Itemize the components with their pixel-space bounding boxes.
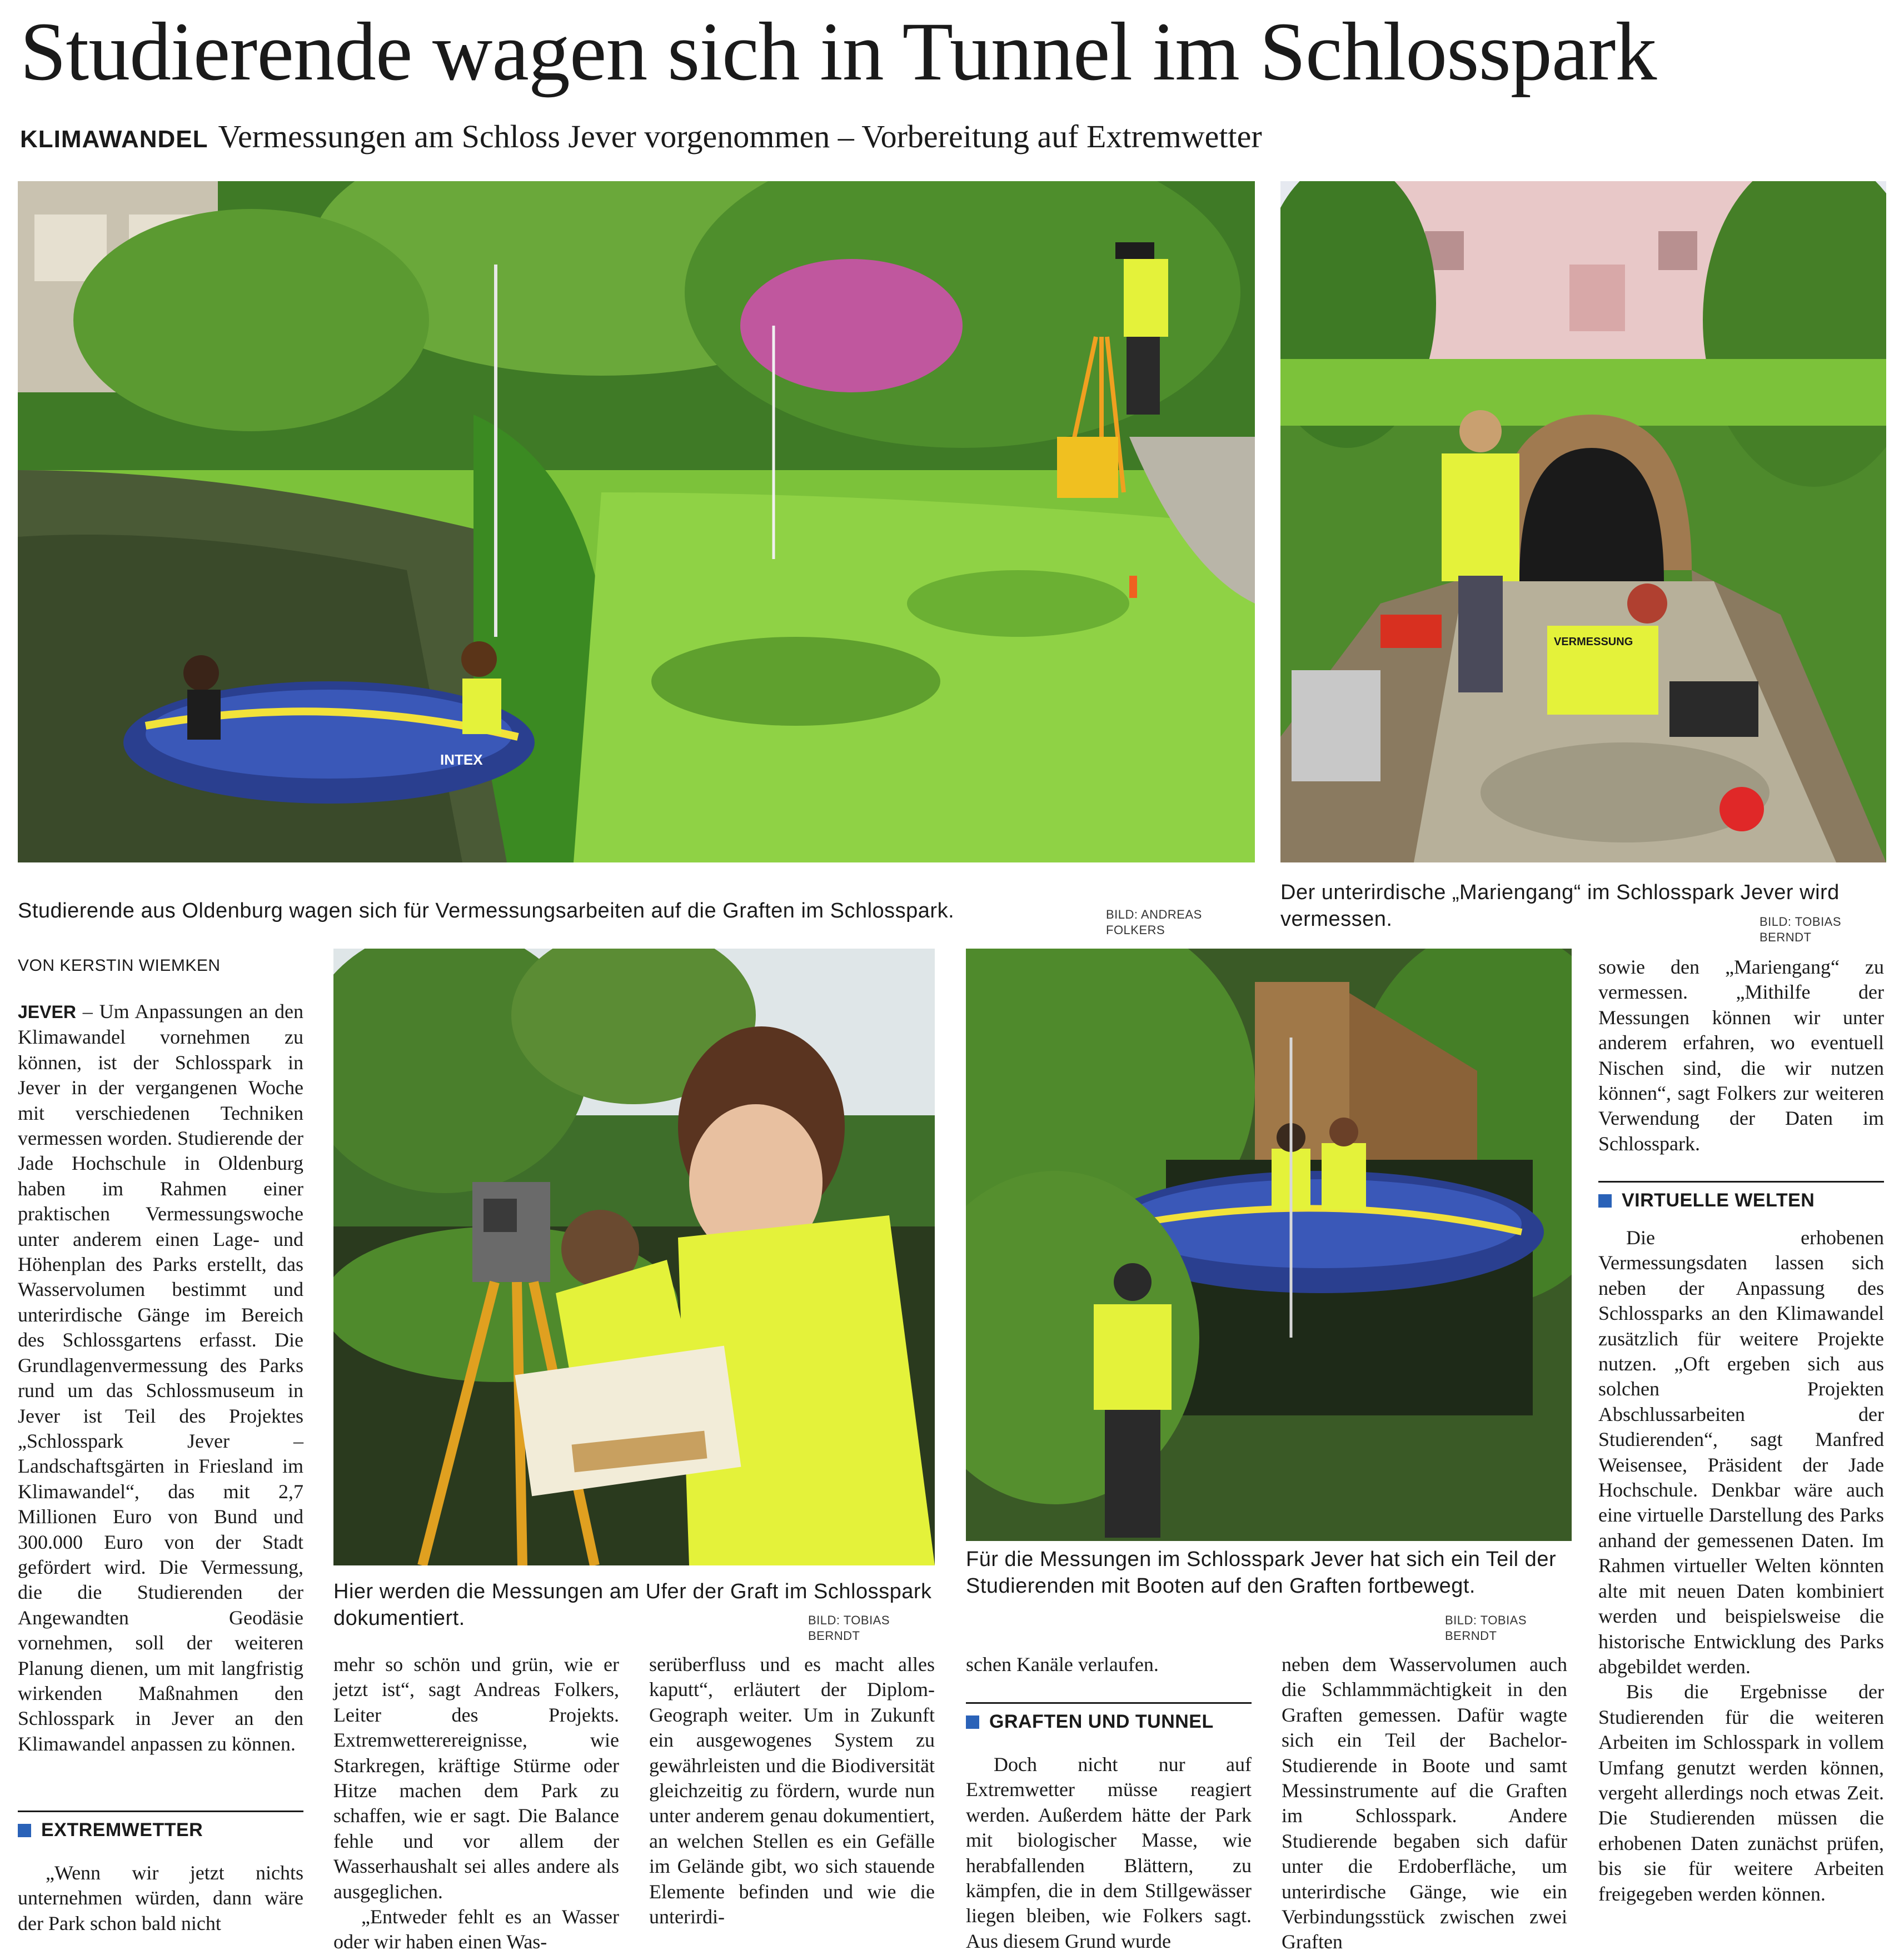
body-paragraph: serüberfluss und es macht alles kaputt“, erläutert der Diplom-Geograph weiter. Um in Zukunft ein ausgewogenes System zu gewährleisten und die Biodiversität gleichzeitig zu fördern, wurde nun unter anderem genau dokumentiert, an welchen Stellen es ein Gefälle im Gelände gibt, wo sich stauende Elemente befinden und wie die unterirdi- bbox=[649, 1653, 935, 1928]
photo-1-credit: BILD: ANDREAS FOLKERS bbox=[1106, 907, 1202, 937]
subhead-text: EXTREMWETTER bbox=[41, 1819, 203, 1841]
subhead-text: GRAFTEN UND TUNNEL bbox=[989, 1711, 1214, 1732]
body-column-6 bbox=[1598, 955, 1884, 1171]
subhead-virtuelle-welten bbox=[1598, 1181, 1884, 1218]
subhead-marker-icon bbox=[1598, 1194, 1612, 1208]
body-paragraph: „Wenn wir jetzt nichts unternehmen würden, dann wäre der Park schon bald nicht bbox=[18, 1862, 303, 1934]
body-column-1 bbox=[18, 999, 303, 1788]
photo-mariengang-tunnel bbox=[1280, 181, 1886, 862]
photo-student-notebook bbox=[333, 949, 935, 1565]
body-paragraph: Bis die Ergebnisse der Studierenden für die weiteren Arbeiten im Schlosspark in vollem Umfang genutzt werden können, vergeht allerdings noch etwas Zeit. Die Studierenden müssen die erhobenen Daten zunächst prüfen, bis sie für weitere Arbeiten freigegeben werden können. bbox=[1598, 1680, 1884, 1905]
body-paragraph: Doch nicht nur auf Extremwetter müsse reagiert werden. Außerdem hätte der Park mit biologischer Masse, wie herabfallenden Blättern, zu kämpfen, die in dem Stillgewässer liegen bleiben, wie Folkers sagt. Aus diesem Grund wurde bbox=[966, 1753, 1252, 1952]
body-paragraph: sowie den „Mariengang“ zu vermessen. „Mithilfe der Messungen können wir unter anderem erfahren, wo eventuell Nischen sind, die wir nutzen können“, sagt Folkers zur weiteren Verwendung der Daten im Schlosspark. bbox=[1598, 956, 1884, 1155]
body-column-4b bbox=[966, 1752, 1252, 1952]
author-byline: VON KERSTIN WIEMKEN bbox=[18, 956, 221, 975]
photo-boat-lawn bbox=[18, 181, 1255, 862]
photo-4-credit: BILD: TOBIAS BERNDT bbox=[1445, 1613, 1527, 1643]
photo-4-caption: Für die Messungen im Schlosspark Jever hat sich ein Teil der Studierenden mit Booten auf den Graften fortbewegt. bbox=[966, 1548, 1557, 1598]
body-paragraph: Die erhobenen Vermessungsdaten lassen sich neben der Anpassung des Schlossparks an den Klimawandel zusätzlich für weitere Projekte nutzen. „Oft ergeben sich aus solchen Projekten Abschlussarbeiten der Studierenden“, sagt Manfred Weisensee, Präsident der Jade Hochschule. Denkbar wäre auch eine virtuelle Darstellung des Parks anhand der gemessenen Daten. Im Rahmen virtueller Welten könnten alte mit neuen Daten kombiniert werden und beispielsweise die historische Entwicklung des Parks abgebildet werden. bbox=[1598, 1226, 1884, 1678]
kicker-label: KLIMAWANDEL bbox=[20, 126, 208, 153]
subhead-marker-icon bbox=[966, 1715, 979, 1729]
body-column-6b bbox=[1598, 1225, 1884, 1942]
photo-2-credit: BILD: TOBIAS BERNDT bbox=[1760, 915, 1842, 944]
vest-text: VERMESSUNG bbox=[1554, 636, 1633, 648]
body-paragraph: mehr so schön und grün, wie er jetzt ist“, sagt Andreas Folkers, Leiter des Projekts. Extremwetterereignisse, wie Starkregen, kräftige Stürme oder Hitze machen dem Park zu schaffen, wie er sagt. Die Balance fehle und vor allem der Wasserhaushalt sei alles andere als ausgeglichen. bbox=[333, 1653, 619, 1903]
photo-3-credit: BILD: TOBIAS BERNDT bbox=[808, 1613, 890, 1643]
photo-boat-graft bbox=[966, 949, 1572, 1541]
photo-1-caption: Studierende aus Oldenburg wagen sich für Vermessungsarbeiten auf die Graften im Schlosspark. bbox=[18, 899, 955, 922]
body-paragraph: – Um Anpassungen an den Klimawandel vornehmen zu können, ist der Schlosspark in Jever in der vergangenen Woche mit verschiedenen Techniken vermessen worden. Studierende der Jade Hochschule in Oldenburg haben im Rahmen einer praktischen Vermessungswoche unter anderem einen Lage- und Höhenplan des Parks erstellt, das Wasservolumen bestimmt und unterirdische Gänge im Bereich des Schlossgartens erfasst. Die Grundlagenvermessung des Parks rund um das Schlossmuseum in Jever ist Teil des Projektes „Schlosspark Jever – Landschaftsgärten in Friesland im Klimawandel“, das mit 2,7 Millionen Euro von Bund und 300.000 Euro von der Stadt gefördert wird. Die Vermessung, die die Studierenden der Angewandten Geodäsie vornehmen, soll der weiteren Planung dienen, um mit langfristig wirkenden Maßnahmen den Schlosspark in Jever an den Klimawandel anpassen zu können. bbox=[18, 1000, 303, 1755]
kicker-text: Vermessungen am Schloss Jever vorgenommen – Vorbereitung auf Extremwetter bbox=[218, 118, 1262, 154]
subhead-graften-und-tunnel bbox=[966, 1702, 1252, 1739]
body-column-4 bbox=[966, 1652, 1252, 1685]
dateline: JEVER bbox=[18, 1002, 76, 1022]
body-column-1b bbox=[18, 1861, 303, 1938]
subhead-extremwetter bbox=[18, 1811, 303, 1848]
boat-brand-text: INTEX bbox=[440, 751, 483, 768]
subhead-text: VIRTUELLE WELTEN bbox=[1622, 1190, 1815, 1211]
body-paragraph: schen Kanäle verlaufen. bbox=[966, 1653, 1159, 1675]
body-paragraph: „Entweder fehlt es an Wasser oder wir haben einen Was- bbox=[333, 1906, 619, 1953]
photo-2-caption: Der unterirdische „Mariengang“ im Schlosspark Jever wird vermessen. bbox=[1280, 881, 1840, 931]
kicker bbox=[20, 116, 1262, 158]
headline: Studierende wagen sich in Tunnel im Schlosspark bbox=[20, 6, 1657, 98]
body-column-3 bbox=[649, 1652, 935, 1941]
photo-3-caption: Hier werden die Messungen am Ufer der Graft im Schlosspark dokumentiert. bbox=[333, 1580, 932, 1630]
body-column-2 bbox=[333, 1652, 619, 1953]
subhead-marker-icon bbox=[18, 1824, 31, 1837]
body-paragraph: neben dem Wasservolumen auch die Schlammmächtigkeit in den Graften gemessen. Dafür wagte sich ein Teil der Bachelor-Studierende in Boote und samt Messinstrumente auf die Graften im Schlosspark. Andere Studierende begaben sich dafür unter die Erdoberfläche, um unterirdische Gänge, wie ein Verbindungsstück zwischen zwei Graften bbox=[1282, 1653, 1567, 1953]
body-column-5 bbox=[1282, 1652, 1567, 1953]
